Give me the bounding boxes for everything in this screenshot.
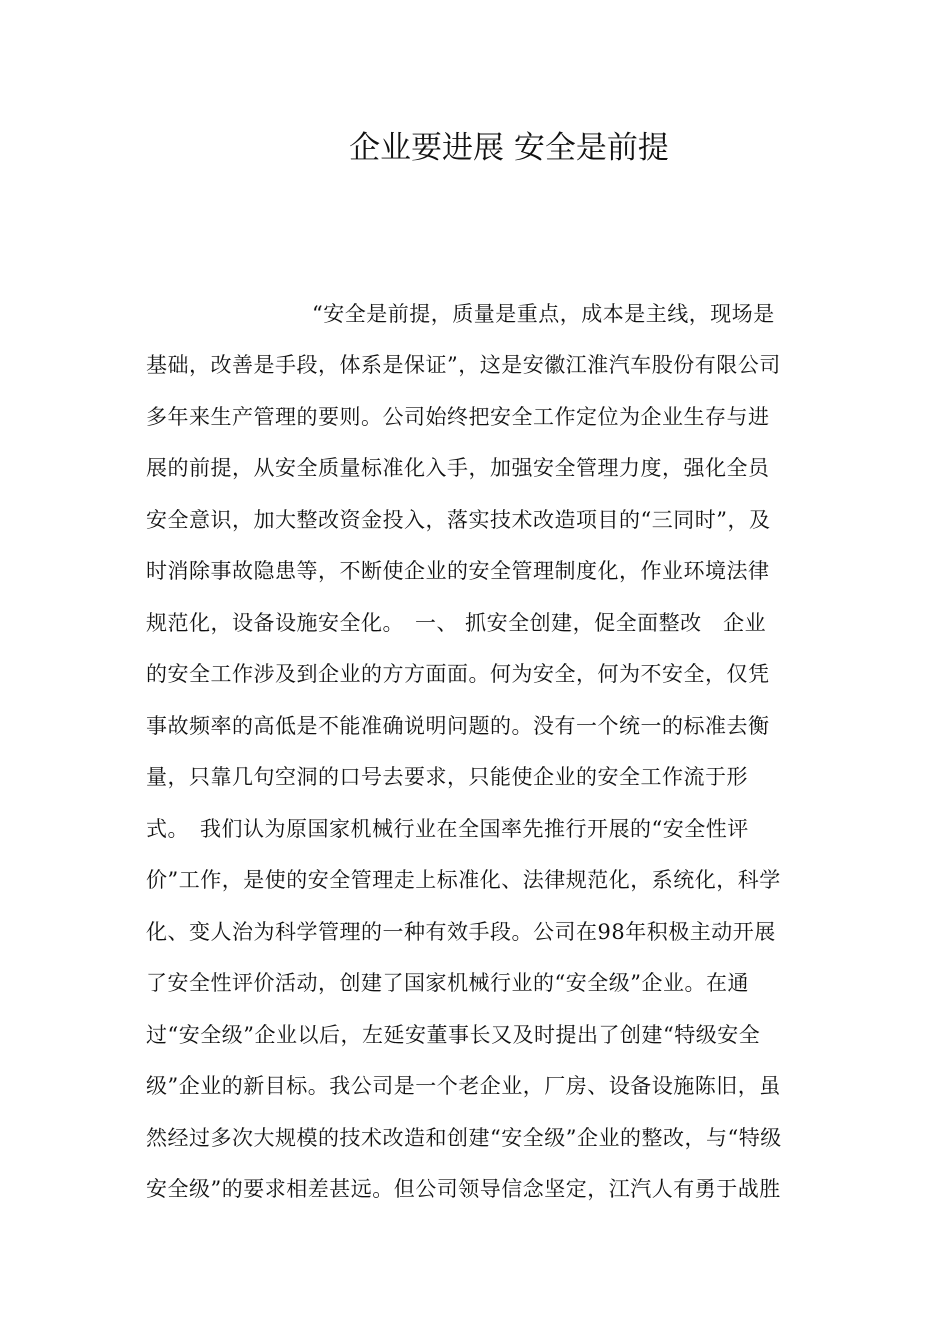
body-line: 时消除事故隐患等，不断使企业的安全管理制度化，作业环境法律 <box>146 559 770 583</box>
body-line: 式。 我们认为原国家机械行业在全国率先推行开展的“安全性评 <box>146 817 749 841</box>
body-line: 事故频率的高低是不能准确说明问题的。没有一个统一的标准去衡 <box>146 714 770 738</box>
body-line: 级”企业的新目标。我公司是一个老企业，厂房、设备设施陈旧，虽 <box>146 1074 781 1098</box>
body-line: 多年来生产管理的要则。公司始终把安全工作定位为企业生存与进 <box>146 405 770 429</box>
body-line: 基础，改善是手段，体系是保证”，这是安徽江淮汽车股份有限公司 <box>146 353 781 377</box>
body-line: 过“安全级”企业以后，左延安董事长又及时提出了创建“特级安全 <box>146 1023 761 1047</box>
body-line: 价”工作，是使的安全管理走上标准化、法律规范化，系统化，科学 <box>146 868 781 892</box>
body-line: 的安全工作涉及到企业的方方面面。何为安全，何为不安全，仅凭 <box>146 662 770 686</box>
body-line: 展的前提，从安全质量标准化入手，加强安全管理力度，强化全员 <box>146 456 770 480</box>
body-line: 安全级”的要求相差甚远。但公司领导信念坚定，江汽人有勇于战胜 <box>146 1177 781 1201</box>
body-line: 规范化，设备设施安全化。 一、 抓安全创建，促全面整改 企业 <box>146 611 767 635</box>
body-line: 量，只靠几句空洞的口号去要求，只能使企业的安全工作流于形 <box>146 765 748 789</box>
body-line: 化、变人治为科学管理的一种有效手段。公司在98年积极主动开展 <box>146 920 776 944</box>
body-line: “安全是前提，质量是重点，成本是主线，现场是 <box>312 302 775 326</box>
body-line: 了安全性评价活动，创建了国家机械行业的“安全级”企业。在通 <box>146 971 749 995</box>
body-line: 安全意识，加大整改资金投入，落实技术改造项目的“三同时”，及 <box>146 508 771 532</box>
document-title: 企业要进展 安全是前提 <box>349 130 669 166</box>
body-line: 然经过多次大规模的技术改造和创建“安全级”企业的整改，与“特级 <box>146 1126 782 1150</box>
